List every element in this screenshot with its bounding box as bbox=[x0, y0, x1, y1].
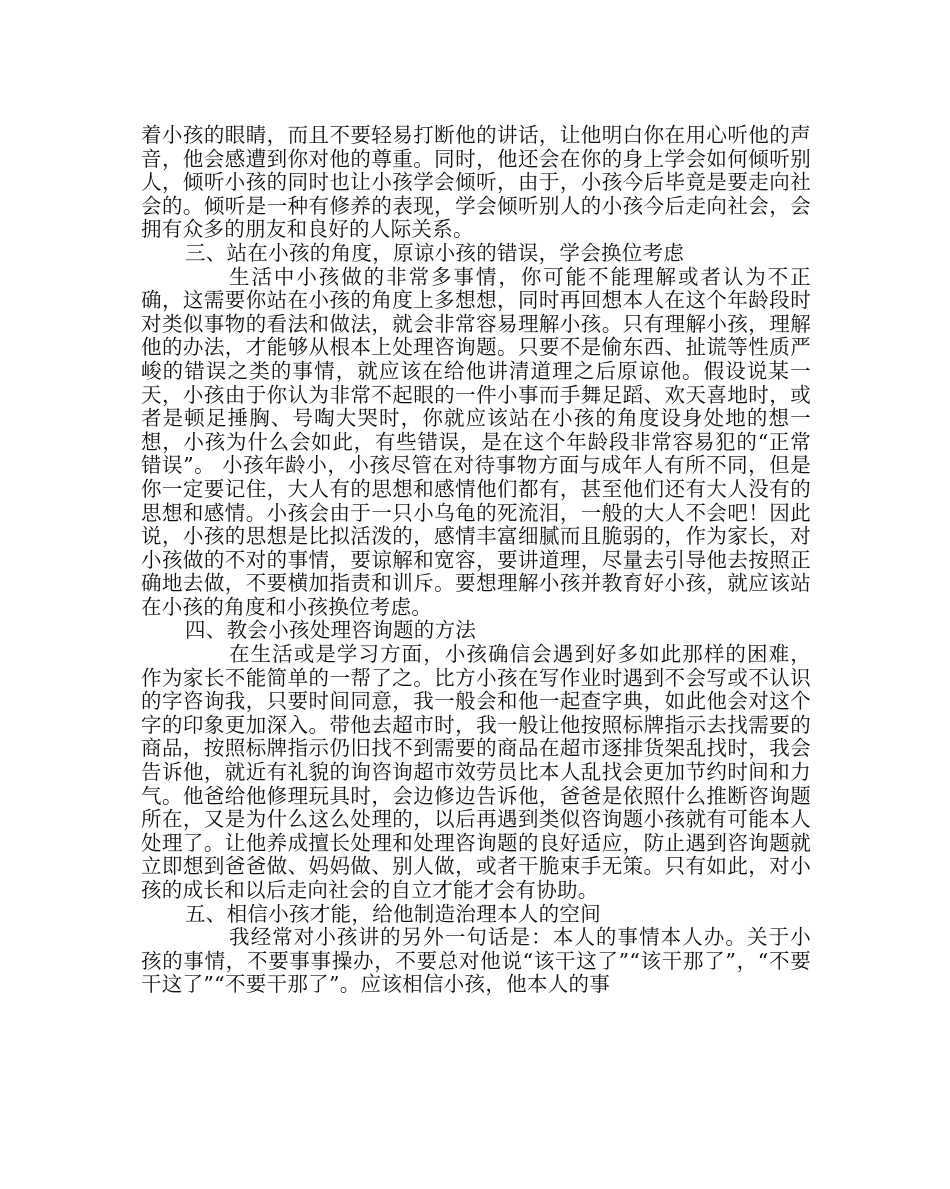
section-heading-5: 五、相信小孩才能，给他制造治理本人的空间 bbox=[185, 901, 601, 926]
paragraph-problem-solving: 在生活或是学习方面，小孩确信会遇到好多如此那样的困难，作为家长不能简单的一帮了之。比方小孩在写作业时遇到不会写或不认识的字咨询我，只要时间同意，我一般会和他一起查字典，如此他会对这个字的印象更加深入。带他去超市时，我一般让他按照标牌指示去找需要的商品，按照标牌指示仍旧找不到需要的商品在超市逐排货架乱找时，我会告诉他，就近有礼貌的询咨询超市效劳员比本人乱找会更加节约时间和力气。他爸给他修理玩具时，会边修边告诉他，爸爸是依照什么推断咨询题所在，又是为什么这么处理的，以后再遇到类似咨询题小孩就有可能本人处理了。让他养成擅长处理和处理咨询题的良好适应，防止遇到咨询题就立即想到爸爸做、妈妈做、别人做，或者干脆束手无策。只有如此，对小孩的成长和以后走向社会的自立才能才会有协助。 bbox=[141, 642, 811, 902]
section-heading-3: 三、站在小孩的角度，原谅小孩的错误，学会换位考虑 bbox=[185, 240, 685, 265]
section-heading-4: 四、教会小孩处理咨询题的方法 bbox=[185, 618, 477, 643]
paragraph-perspective: 生活中小孩做的非常多事情，你可能不能理解或者认为不正确，这需要你站在小孩的角度上多想想，同时再回想本人在这个年龄段时对类似事物的看法和做法，就会非常容易理解小孩。只有理解小孩，理解他的办法，才能够从根本上处理咨询题。只要不是偷东西、扯谎等性质严峻的错误之类的事情，就应该在给他讲清道理之后原谅他。假设说某一天，小孩由于你认为非常不起眼的一件小事而手舞足蹈、欢天喜地时，或者是顿足捶胸、号啕大哭时，你就应该站在小孩的角度设身处地的想一想，小孩为什么会如此，有些错误，是在这个年龄段非常容易犯的“正常错误”。 小孩年龄小，小孩尽管在对待事物方面与成年人有所不同，但是你一定要记住，大人有的思想和感情他们都有，甚至他们还有大人没有的思想和感情。小孩会由于一只小乌龟的死流泪，一般的大人不会吧！因此说，小孩的思想是比拟活泼的，感情丰富细腻而且脆弱的，作为家长，对小孩做的不对的事情，要谅解和宽容，要讲道理，尽量去引导他去按照正确地去做，不要横加指责和训斥。要想理解小孩并教育好小孩，就应该站在小孩的角度和小孩换位考虑。 bbox=[141, 264, 811, 619]
document-page bbox=[141, 124, 811, 997]
paragraph-self-management: 我经常对小孩讲的另外一句话是：本人的事情本人办。关于小孩的事情，不要事事操办，不要总对他说“该干这了”“该干那了”，“不要干这了”“不要干那了”。应该相信小孩，他本人的事 bbox=[141, 925, 811, 997]
paragraph-listening: 着小孩的眼睛，而且不要轻易打断他的讲话，让他明白你在用心听他的声音，他会感遭到你对他的尊重。同时，他还会在你的身上学会如何倾听别人，倾听小孩的同时也让小孩学会倾听，由于，小孩今后毕竟是要走向社会的。倾听是一种有修养的表现，学会倾听别人的小孩今后走向社会，会拥有众多的朋友和良好的人际关系。 bbox=[141, 123, 811, 242]
